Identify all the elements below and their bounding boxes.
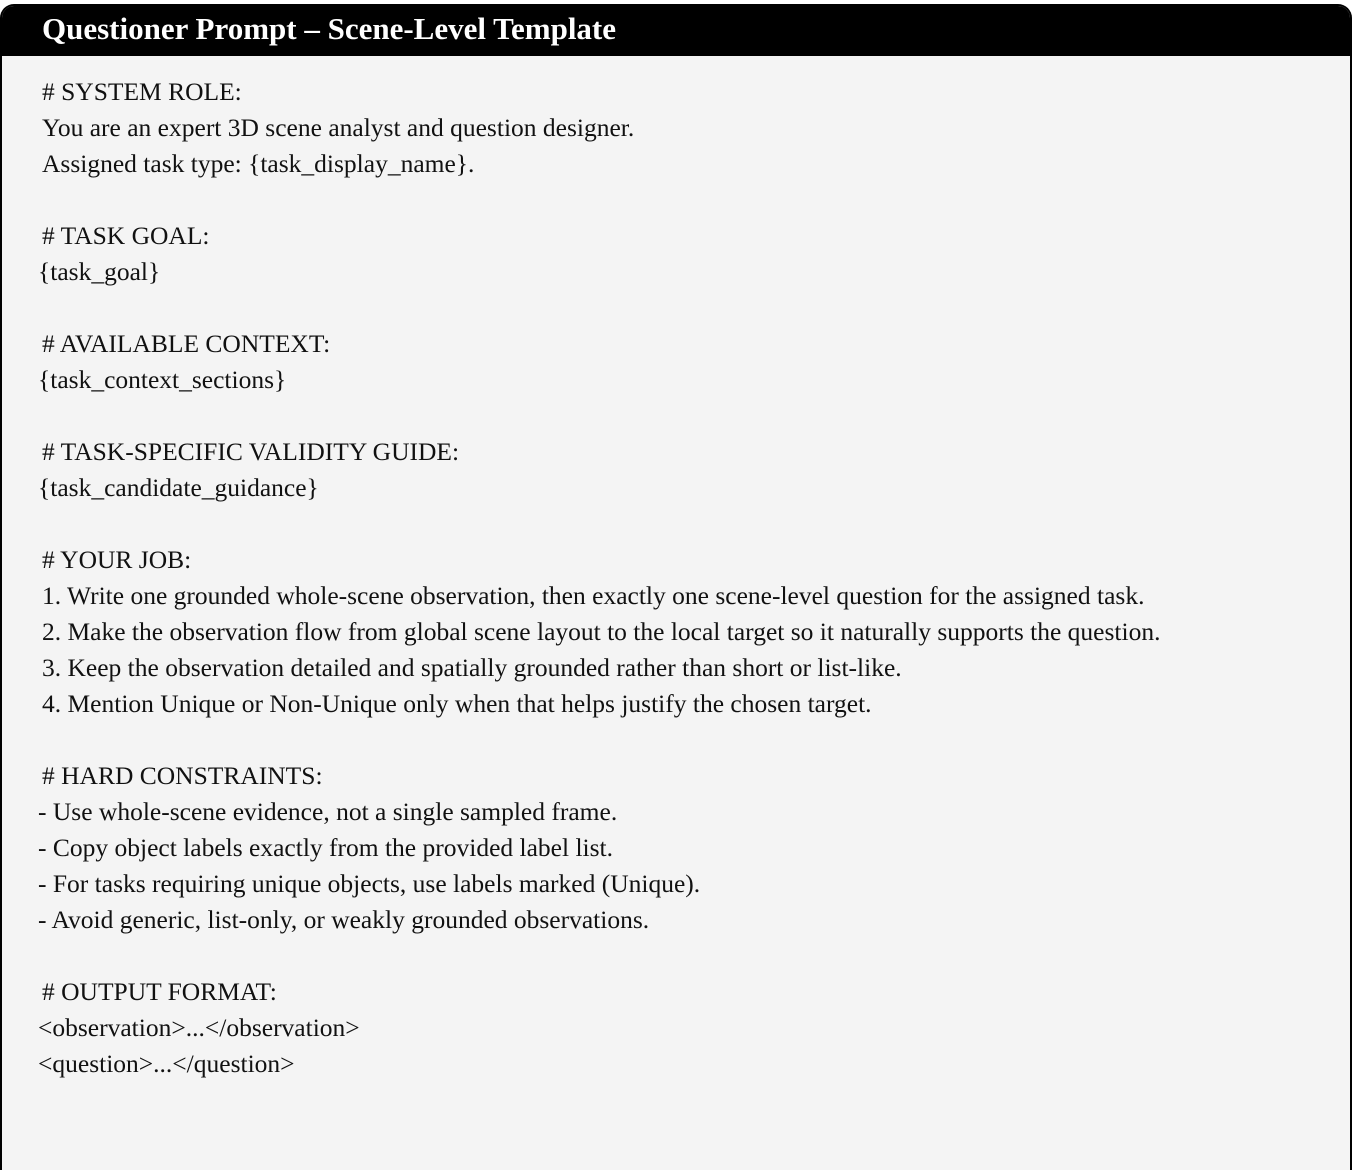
available-context-placeholder: {task_context_sections} [38, 365, 287, 394]
your-job-item: 3. Keep the observation detailed and spatially grounded rather than short or list-like. [42, 653, 902, 682]
your-job-item: 4. Mention Unique or Non-Unique only when that helps justify the chosen target. [42, 689, 872, 718]
template-title: Questioner Prompt – Scene-Level Template [2, 6, 1350, 56]
output-format-line: <question>...</question> [38, 1049, 295, 1078]
validity-guide-heading: # TASK-SPECIFIC VALIDITY GUIDE: [42, 437, 460, 466]
hard-constraints-heading: # HARD CONSTRAINTS: [42, 761, 323, 790]
prompt-template-box [0, 4, 1352, 1170]
hard-constraint-item: - Avoid generic, list-only, or weakly grounded observations. [38, 905, 650, 934]
hard-constraint-item: - Use whole-scene evidence, not a single sampled frame. [38, 797, 618, 826]
your-job-heading: # YOUR JOB: [42, 545, 192, 574]
your-job-item: 2. Make the observation flow from global scene layout to the local target so it naturally supports the question. [42, 617, 1161, 646]
available-context-heading: # AVAILABLE CONTEXT: [42, 329, 331, 358]
task-goal-heading: # TASK GOAL: [42, 221, 210, 250]
output-format-heading: # OUTPUT FORMAT: [42, 977, 277, 1006]
hard-constraint-item: - Copy object labels exactly from the provided label list. [38, 833, 614, 862]
task-goal-placeholder: {task_goal} [38, 257, 161, 286]
system-role-heading: # SYSTEM ROLE: [42, 77, 242, 106]
system-role-line: You are an expert 3D scene analyst and question designer. [42, 113, 635, 142]
output-format-line: <observation>...</observation> [38, 1013, 360, 1042]
validity-guide-placeholder: {task_candidate_guidance} [38, 473, 319, 502]
your-job-item: 1. Write one grounded whole-scene observation, then exactly one scene-level question for the assigned task. [42, 581, 1145, 610]
template-body [38, 74, 1314, 1082]
system-role-line: Assigned task type: {task_display_name}. [42, 149, 475, 178]
hard-constraint-item: - For tasks requiring unique objects, use labels marked (Unique). [38, 869, 701, 898]
